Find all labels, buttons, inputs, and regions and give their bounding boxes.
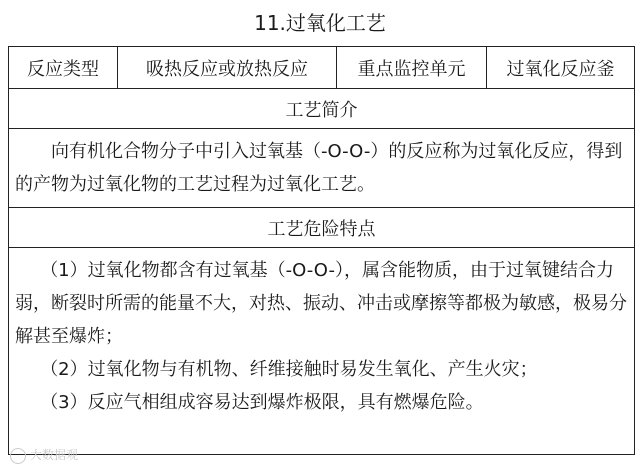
reaction-type-label: 反应类型 [9, 47, 118, 89]
hazard-item-1: （1）过氧化物都含有过氧基（-O-O-），属含能物质，由于过氧键结合力弱，断裂时所需的能量不大，对热、振动、冲击或摩擦等都极为敏感，极易分解甚至爆炸； [15, 260, 627, 347]
watermark [10, 446, 78, 464]
intro-text: 向有机化合物分子中引入过氧基（-O-O-）的反应称为过氧化反应，得到的产物为过氧化物的工艺过程为过氧化工艺。 [15, 141, 623, 195]
hazard-item-2: （2）过氧化物与有机物、纤维接触时易发生氧化、产生火灾； [40, 359, 538, 380]
monitor-unit-label: 重点监控单元 [337, 47, 487, 89]
hazards-heading: 工艺危险特点 [9, 208, 635, 248]
intro-heading: 工艺简介 [9, 89, 635, 129]
document-title: 11.过氧化工艺 [254, 11, 386, 35]
process-table [8, 46, 635, 455]
hazards-body [9, 248, 635, 455]
watermark-logo-icon [10, 448, 26, 464]
monitor-unit-value: 过氧化反应釜 [487, 47, 635, 89]
hazards-heading-row [9, 208, 635, 248]
hazards-body-row [9, 248, 635, 455]
reaction-type-row [9, 47, 635, 89]
reaction-type-value: 吸热反应或放热反应 [118, 47, 337, 89]
watermark-text: 大数据观 [30, 448, 79, 462]
intro-heading-row [9, 89, 635, 129]
intro-body [9, 129, 635, 208]
intro-body-row [9, 129, 635, 208]
hazard-item-3: （3）反应气相组成容易达到爆炸极限，具有燃爆危险。 [40, 392, 484, 413]
